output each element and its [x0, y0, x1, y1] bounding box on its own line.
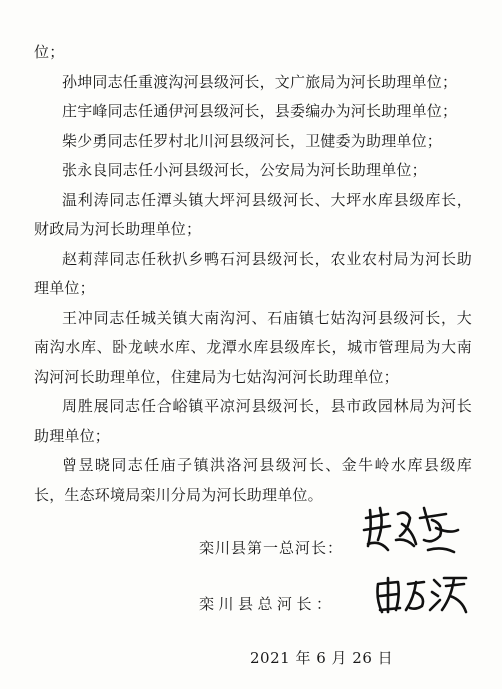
first-chief-label: 栾川县第一总河长：	[199, 539, 344, 557]
paragraph-zhao-liping: 赵莉萍同志任秋扒乡鸭石河县级河长，农业农村局为河长助理单位；	[34, 249, 472, 297]
paragraph-sun-kun: 孙坤同志任重渡沟河县级河长，文广旅局为河长助理单位；	[62, 72, 458, 91]
paragraph-chai-shaoyong: 柴少勇同志任罗村北川河县级河长，卫健委为助理单位；	[62, 131, 443, 150]
paragraph-wang-chong: 王冲同志任城关镇大南沟河、石庙镇七姑沟河县级河长，大南沟水库、卧龙峡水库、龙潭水库县级库长，城市管理局为大南沟河河长助理单位，住建局为七姑沟河河长助理单位；	[34, 308, 472, 386]
chief-signature	[370, 570, 470, 620]
paragraph-zhuang-yufeng: 庄宇峰同志任通伊河县级河长，县委编办为河长助理单位；	[62, 102, 458, 120]
paragraph-zeng-yuxiao: 曾昱晓同志任庙子镇洪洛河县级河长、金牛岭水库县级库长，生态环境局栾川分局为河长助理单位。	[34, 456, 472, 504]
paragraph-wen-litao: 温利涛同志任潭头镇大坪河县级河长、大坪水库县级库长，财政局为河长助理单位；	[34, 190, 472, 238]
first-chief-signature	[358, 500, 468, 560]
document-date: 2021 年 6 月 26 日	[250, 649, 394, 667]
paragraph-zhang-yongliang: 张永良同志任小河县级河长，公安局为河长助理单位；	[62, 161, 427, 179]
paragraph-continuation: 位；	[34, 43, 65, 61]
chief-label: 栾川县总河长：	[199, 595, 336, 613]
paragraph-zhou-shengzhan: 周胜展同志任合峪镇平凉河县级河长，县市政园林局为河长助理单位；	[34, 397, 472, 445]
